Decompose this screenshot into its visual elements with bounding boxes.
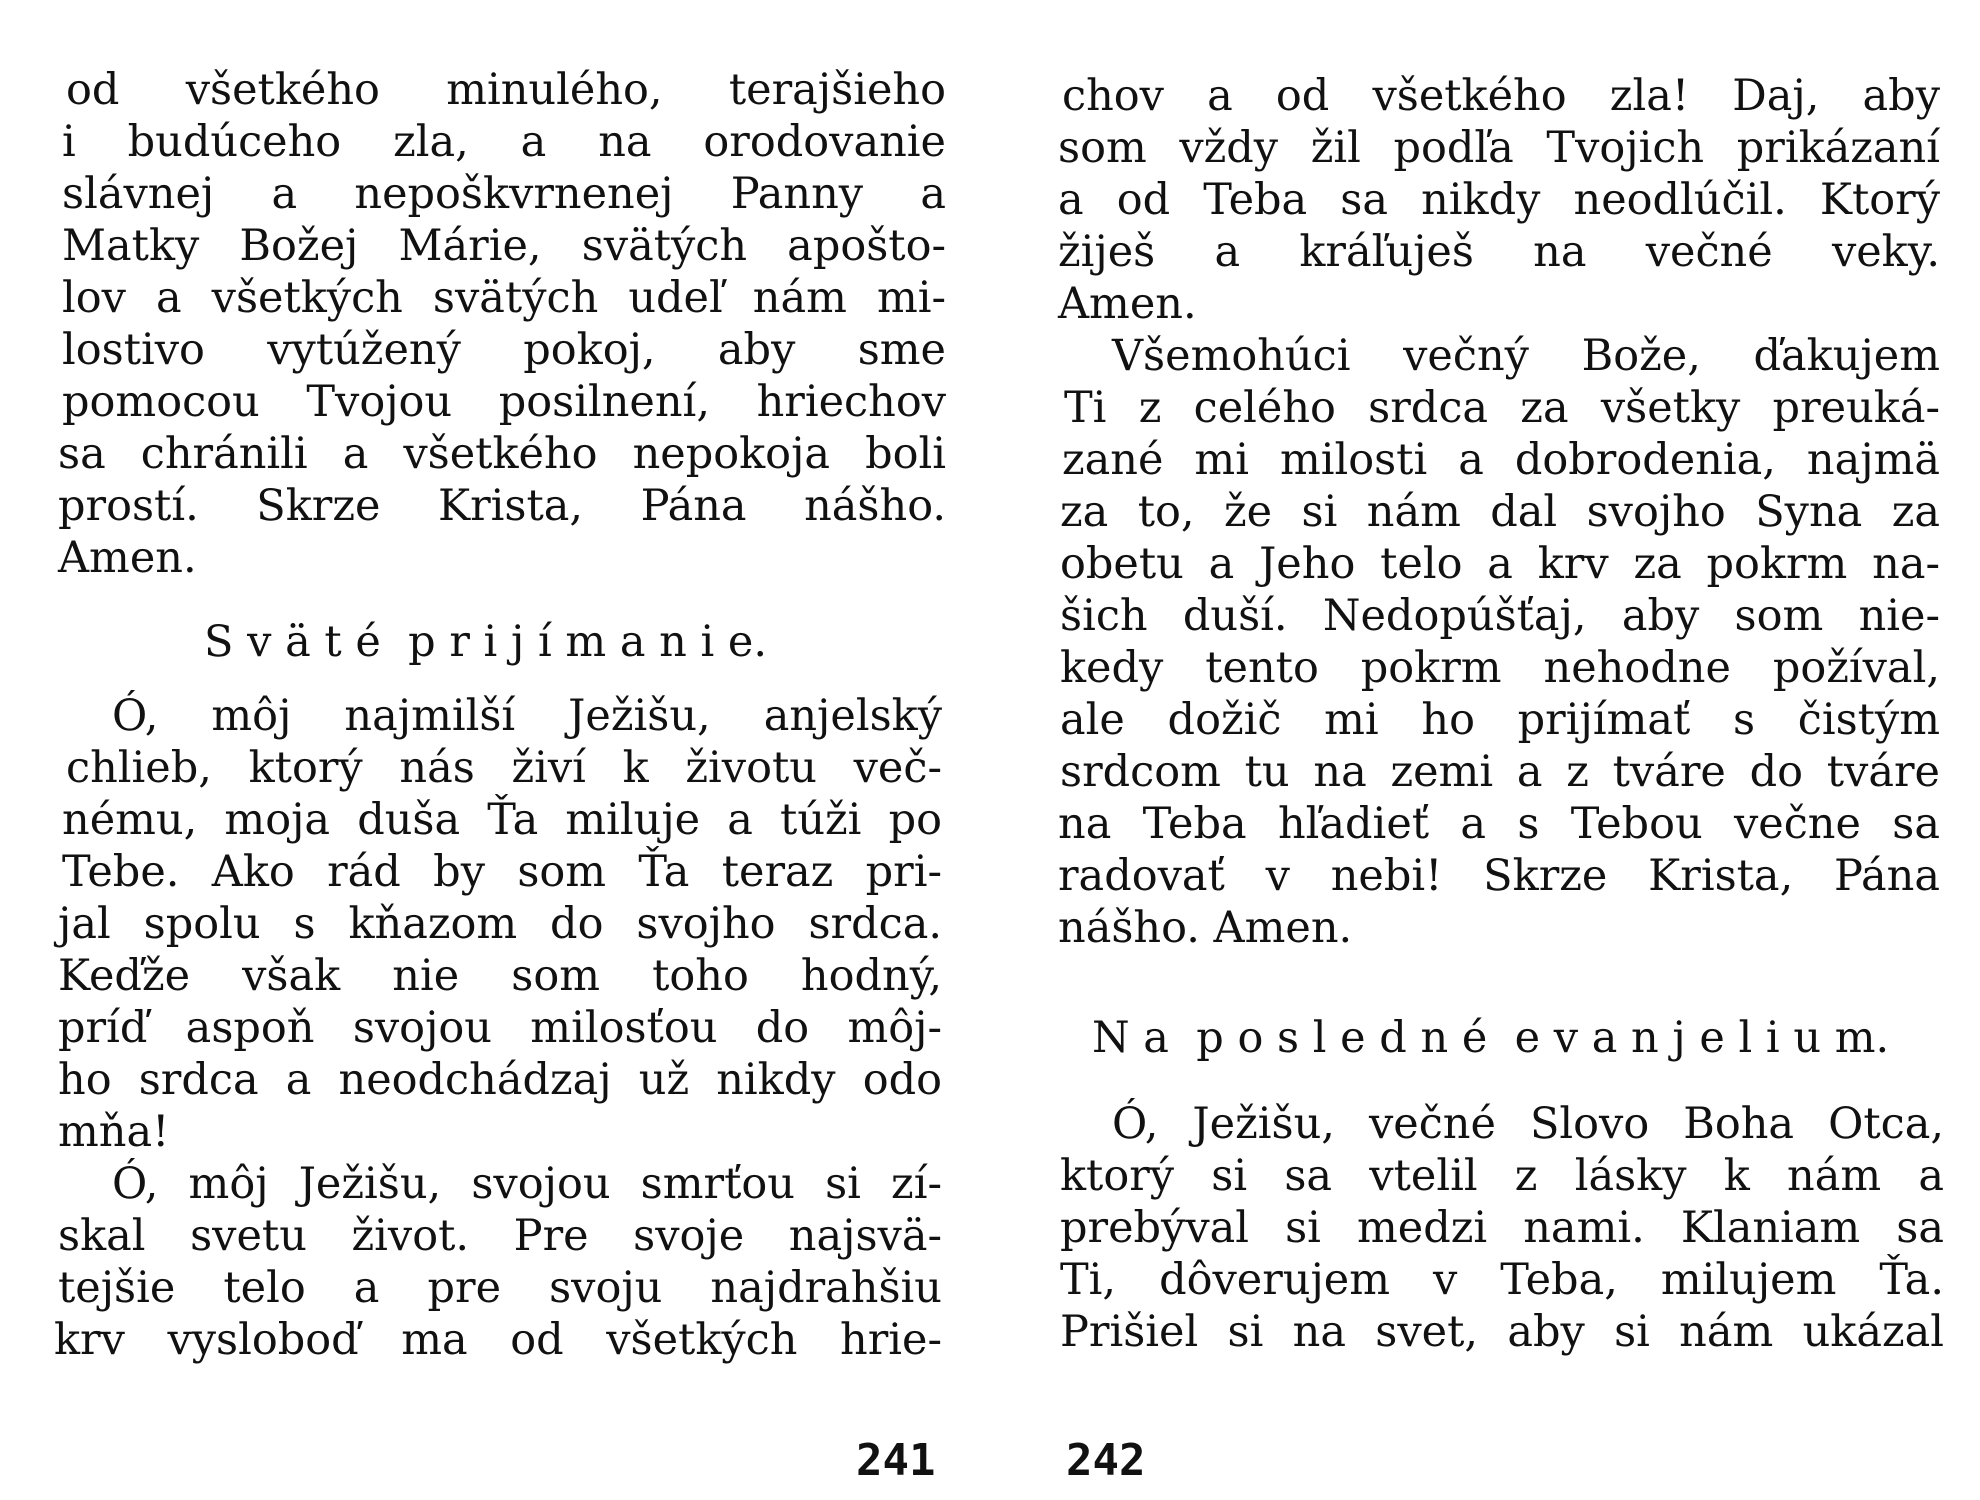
text-line: kedy tento pokrm nehodne požíval,: [1060, 643, 1940, 693]
text-line: na Teba hľadieť a s Tebou večne sa: [1058, 799, 1940, 849]
text-line: Ó, môj najmilší Ježišu, anjelský: [112, 691, 942, 741]
text-line: mňa!: [58, 1107, 170, 1157]
text-line: od všetkého minulého, terajšieho: [66, 65, 946, 115]
text-line: zané mi milosti a dobrodenia, najmä: [1062, 435, 1940, 485]
text-line: nému, moja duša Ťa miluje a túži po: [62, 795, 942, 845]
text-line: Ti z celého srdca za všetky preuká-: [1064, 383, 1940, 433]
text-line: sa chránili a všetkého nepokoja boli: [58, 429, 946, 479]
text-line: šich duší. Nedopúšťaj, aby som nie-: [1060, 591, 1940, 641]
text-line: ktorý si sa vtelil z lásky k nám a: [1060, 1151, 1944, 1201]
text-line: Ó, Ježišu, večné Slovo Boha Otca,: [1112, 1099, 1944, 1149]
text-line: chov a od všetkého zla! Daj, aby: [1062, 71, 1940, 121]
text-line: Amen.: [1058, 279, 1197, 329]
text-line: ale dožič mi ho prijímať s čistým: [1060, 695, 1940, 745]
text-line: srdcom tu na zemi a z tváre do tváre: [1060, 747, 1940, 797]
text-line: ho srdca a neodchádzaj už nikdy odo: [58, 1055, 942, 1105]
text-line: nášho. Amen.: [1058, 903, 1353, 953]
text-line: pomocou Tvojou posilnení, hriechov: [62, 377, 946, 427]
text-line: príď aspoň svojou milosťou do môj-: [58, 1003, 942, 1053]
text-line: Ó, môj Ježišu, svojou smrťou si zí-: [112, 1159, 942, 1209]
text-line: Všemohúci večný Bože, ďakujem: [1112, 331, 1940, 381]
section-heading: N a p o s l e d n é e v a n j e l i u m.: [1092, 1013, 1890, 1063]
text-line: i budúceho zla, a na orodovanie: [62, 117, 946, 167]
text-line: lov a všetkých svätých udeľ nám mi-: [62, 273, 946, 323]
text-line: slávnej a nepoškvrnenej Panny a: [62, 169, 946, 219]
text-line: chlieb, ktorý nás živí k životu več-: [66, 743, 942, 793]
text-line: za to, že si nám dal svojho Syna za: [1060, 487, 1940, 537]
text-line: lostivo vytúžený pokoj, aby sme: [62, 325, 946, 375]
text-line: prebýval si medzi nami. Klaniam sa: [1060, 1203, 1944, 1253]
text-line: žiješ a kráľuješ na večné veky.: [1058, 227, 1940, 277]
page-number: 242: [1066, 1435, 1146, 1486]
text-line: Tebe. Ako rád by som Ťa teraz pri-: [62, 847, 942, 897]
text-line: jal spolu s kňazom do svojho srdca.: [58, 899, 942, 949]
text-line: krv vysloboď ma od všetkých hrie-: [54, 1315, 942, 1365]
text-line: Prišiel si na svet, aby si nám ukázal: [1060, 1307, 1944, 1357]
text-line: Amen.: [58, 533, 197, 583]
text-line: skal svetu život. Pre svoje najsvä-: [58, 1211, 942, 1261]
text-line: radovať v nebi! Skrze Krista, Pána: [1058, 851, 1940, 901]
text-line: Matky Božej Márie, svätých apošto-: [62, 221, 946, 271]
page-number: 241: [856, 1435, 936, 1486]
text-line: obetu a Jeho telo a krv za pokrm na-: [1060, 539, 1940, 589]
section-heading: S v ä t é p r i j í m a n i e.: [204, 617, 768, 667]
text-line: prostí. Skrze Krista, Pána nášho.: [58, 481, 946, 531]
text-line: som vždy žil podľa Tvojich prikázaní: [1058, 123, 1940, 173]
right-page: [990, 0, 1980, 1500]
text-line: Keďže však nie som toho hodný,: [58, 951, 942, 1001]
text-line: tejšie telo a pre svoju najdrahšiu: [58, 1263, 942, 1313]
text-line: Ti, dôverujem v Teba, milujem Ťa.: [1060, 1255, 1944, 1305]
text-line: a od Teba sa nikdy neodlúčil. Ktorý: [1058, 175, 1940, 225]
